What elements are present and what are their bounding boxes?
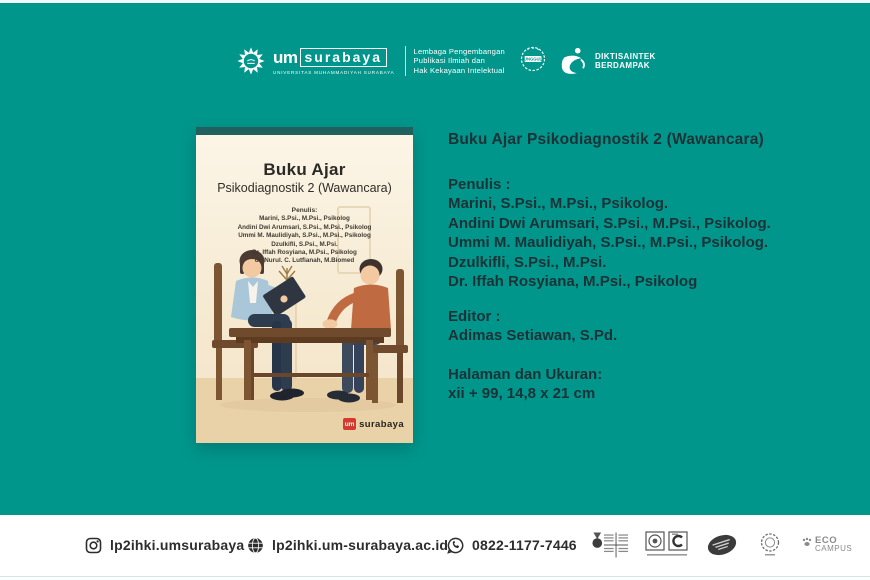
instagram-contact[interactable] <box>85 515 244 575</box>
authors-block <box>448 175 771 291</box>
diktisaintek-icon <box>559 45 589 77</box>
whatsapp-number: 0822-1177-7446 <box>472 537 577 553</box>
eco-campus-logo <box>800 537 852 553</box>
cover-subtitle: Psikodiagnostik 2 (Wawancara) <box>217 181 392 195</box>
instagram-icon <box>85 537 102 554</box>
cover-author: dr. Nurul. C. Lutfianah, M.Biomed <box>254 257 355 265</box>
header <box>236 40 656 82</box>
kampus-unggul-badge <box>704 530 740 560</box>
cover-author: Marini, S.Psi., M.Psi., Psikolog <box>259 215 350 223</box>
department-name: Lembaga Pengembangan Publikasi Ilmiah dan Hak Kekayaan Intelektual <box>413 46 505 75</box>
size-value: xii + 99, 14,8 x 21 cm <box>448 385 596 403</box>
cover-title: Buku Ajar <box>263 160 346 179</box>
footer <box>0 515 870 580</box>
size-label: Halaman dan Ukuran: <box>448 366 603 383</box>
book-cover <box>196 127 413 443</box>
header-divider <box>405 46 406 76</box>
publisher-name: surabaya <box>359 418 404 430</box>
cover-author: Ummi M. Maulidiyah, S.Psi., M.Psi., Psikolog <box>238 232 371 240</box>
globe-icon <box>247 537 264 554</box>
cover-author: Andini Dwi Arumsari, S.Psi., M.Psi., Psikolog <box>237 223 372 231</box>
editor-block <box>448 307 617 346</box>
award-medal-logo <box>578 530 630 560</box>
cover-authors-label: Penulis: <box>291 207 318 214</box>
eco-text: ECO <box>815 535 838 546</box>
whatsapp-icon <box>447 537 464 554</box>
editor-label: Editor : <box>448 308 501 325</box>
author-line: Andini Dwi Arumsari, S.Psi., M.Psi., Psikolog. <box>448 214 771 232</box>
umsurabaya-logo <box>236 46 395 76</box>
um-publishing-logo <box>343 418 404 430</box>
diktisaintek-logo <box>559 45 656 77</box>
author-line: Ummi M. Maulidiyah, S.Psi., M.Psi., Psikolog. <box>448 234 769 252</box>
cover-author: Dzulkifli, S.Psi., M.Psi. <box>271 240 338 248</box>
muhammadiyah-sun-icon <box>236 46 266 76</box>
website-url: lp2ihki.um-surabaya.ac.id <box>272 537 449 553</box>
iso-certification-logo <box>645 530 689 560</box>
university-subtitle: UNIVERSITAS MUHAMMADIYAH SURABAYA <box>273 69 395 75</box>
campus-text: CAMPUS <box>815 544 853 553</box>
laurel-badge-logo <box>755 530 785 560</box>
paw-icon <box>800 537 814 551</box>
whatsapp-contact[interactable] <box>447 515 577 575</box>
publisher-um-mark: um <box>343 418 356 430</box>
author-line: Dr. Iffah Rosyiana, M.Psi., Psikolog <box>448 273 698 291</box>
editor-name: Adimas Setiawan, S.Pd. <box>448 327 618 345</box>
authors-label: Penulis : <box>448 176 511 193</box>
diktisaintek-line1: DIKTISAINTEK <box>594 51 656 61</box>
book-title: Buku Ajar Psikodiagnostik 2 (Wawancara) <box>448 131 764 148</box>
cover-top-bar <box>196 127 413 135</box>
size-block <box>448 365 602 404</box>
author-line: Dzulkifli, S.Psi., M.Psi. <box>448 253 607 271</box>
accreditation-text: UNGGUL <box>523 56 543 62</box>
instagram-handle: lp2ihki.umsurabaya <box>110 537 245 553</box>
diktisaintek-line2: BERDAMPAK <box>594 61 650 70</box>
logo-um-text: um <box>273 47 298 67</box>
website-contact[interactable] <box>247 515 448 575</box>
cover-author: Dr. Iffah Rosyiana, M.Psi., Psikolog <box>252 249 357 257</box>
cover-author-list <box>196 207 413 266</box>
top-divider <box>0 0 870 3</box>
accreditation-logos <box>578 515 852 575</box>
author-line: Marini, S.Psi., M.Psi., Psikolog. <box>448 195 669 213</box>
logo-surabaya-text: surabaya <box>300 48 387 67</box>
accreditation-badge <box>517 43 549 80</box>
